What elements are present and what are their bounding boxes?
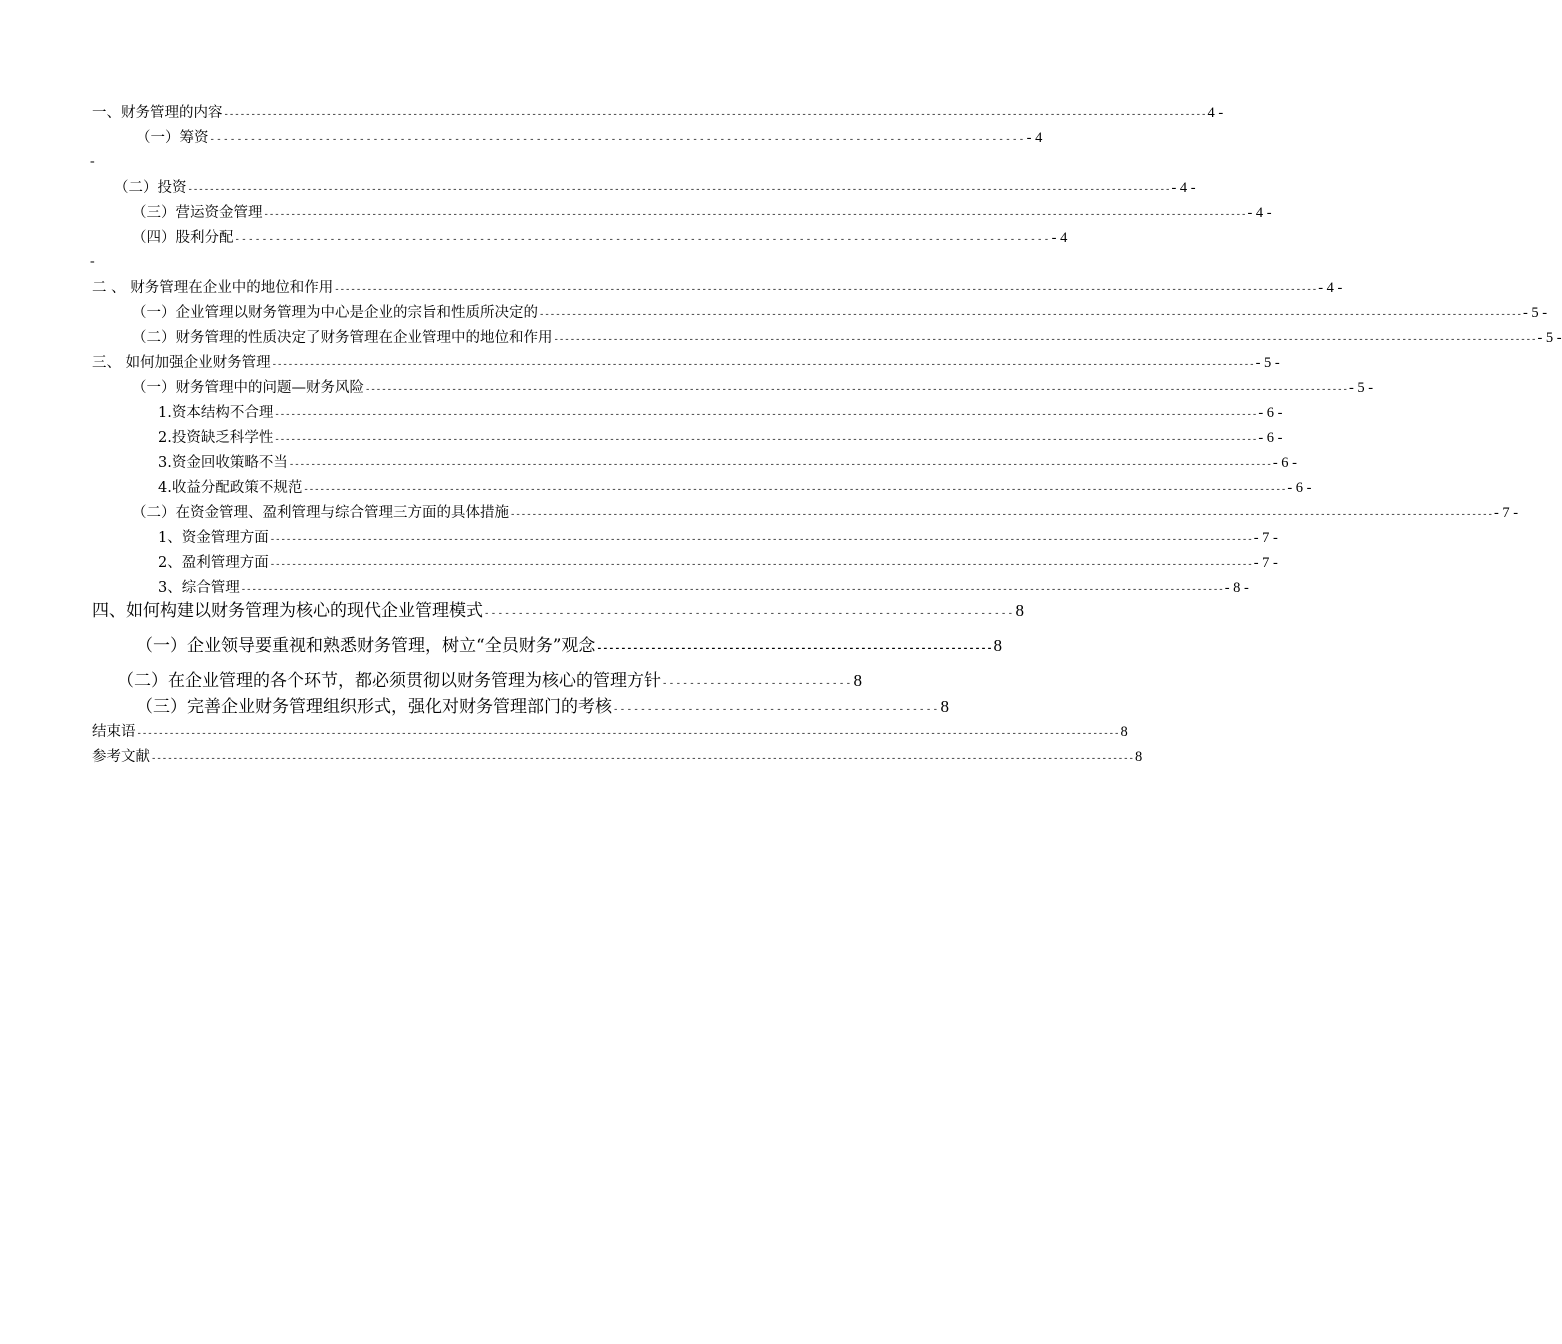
toc-entry[interactable] — [158, 554, 1278, 574]
toc-entry-title: 2、盈利管理方面 — [158, 555, 269, 571]
toc-entry[interactable] — [92, 354, 1280, 374]
toc-leader-dots: -------------------------------------------------------------------------------------------------------------------------------------------------------------------------------------- — [223, 110, 1207, 120]
toc-entry-page: - 7 - — [1493, 505, 1519, 521]
toc-entry[interactable] — [158, 579, 1249, 599]
toc-leader-dots: ------------------------------------------------ — [613, 705, 940, 715]
toc-entry-page: - 6 - — [1258, 430, 1283, 446]
toc-entry-title: （一）筹资 — [136, 130, 209, 146]
toc-entry[interactable] — [92, 600, 1024, 625]
toc-leader-dots: -------------------------------------------------------------------------------------------------------------------------------------------------------------------------------------- — [271, 360, 1255, 370]
toc-entry[interactable] — [158, 479, 1312, 499]
toc-entry-page: - 7 - — [1253, 555, 1278, 571]
toc-entry-title: （三）完善企业财务管理组织形式，强化对财务管理部门的考核 — [136, 697, 612, 717]
toc-leader-dots: -------------------------------------------------------------------------------------------------------------------------------------------------------------------------------------- — [274, 435, 1258, 445]
toc-entry-page: 8 — [853, 671, 862, 690]
toc-entry-page: 8 — [940, 697, 949, 716]
toc-entry-title: 二 、 财务管理在企业中的地位和作用 — [92, 280, 334, 296]
toc-entry-title: （四）股利分配 — [132, 230, 234, 246]
toc-leader-dots: ------------------------------------------------------------------ — [596, 644, 993, 655]
toc-entry-page: - 5 - — [1537, 330, 1562, 346]
toc-leader-dots: -------------------------------------------------------------------------------------------------------------------------------------------------------------------------------------- — [365, 385, 1348, 395]
toc-leader-dots: ------------------------------------------------------------------------------------------------------------------------ — [234, 235, 1051, 245]
toc-entry-title: （二）在资金管理、盈利管理与综合管理三方面的具体措施 — [132, 505, 509, 521]
toc-leader-dots: -------------------------------------------------------------------------------------------------------------------------------------------------------------------------------------- — [539, 310, 1522, 320]
toc-leader-dots: -------------------------------------------------------------------------------------------------------------------------------------------------------------------------------------- — [187, 185, 1171, 195]
toc-leader-dots: -------------------------------------------------------------------------------------------------------------------------------------------------------------------------------------- — [303, 485, 1287, 495]
toc-leader-dots: ---------------------------- — [662, 679, 853, 689]
toc-leader-dots: -------------------------------------------------------------------------------------------------------------------------------------------------------------------------------------- — [240, 585, 1224, 595]
toc-entry-title: （三）营运资金管理 — [132, 205, 263, 221]
toc-entry-title: 参考文献 — [92, 749, 150, 765]
toc-entry-title: 4.收益分配政策不规范 — [158, 480, 303, 496]
toc-entry-page: - 6 - — [1287, 480, 1312, 496]
toc-entry-page: - 4 — [1026, 130, 1043, 146]
toc-entry[interactable] — [158, 529, 1278, 549]
toc-entry[interactable] — [158, 429, 1283, 449]
toc-entry[interactable] — [132, 379, 1374, 399]
toc-entry[interactable] — [92, 723, 1128, 743]
toc-entry[interactable] — [132, 304, 1548, 324]
toc-entry[interactable] — [136, 696, 949, 721]
toc-entry[interactable] — [132, 504, 1519, 524]
toc-entry-page: - 5 - — [1348, 380, 1374, 396]
toc-leader-dots: -------------------------------------------------------------------------------------------------------------------------------------------------------------------------------------- — [151, 754, 1134, 764]
toc-entry-page: - 5 - — [1522, 305, 1548, 321]
toc-leader-dots: -------------------------------------------------------------------------------------------------------------------------------------------------------------------------------------- — [288, 460, 1272, 470]
toc-entry-title: （二）在企业管理的各个环节，都必须贯彻以财务管理为核心的管理方针 — [117, 671, 661, 691]
toc-entry-title: 结束语 — [92, 724, 136, 740]
toc-entry-page: 8 — [993, 636, 1002, 655]
toc-entry-title: （二）财务管理的性质决定了财务管理在企业管理中的地位和作用 — [132, 330, 553, 346]
toc-entry[interactable] — [136, 635, 1002, 661]
toc-entry-page: - 4 - — [1318, 280, 1343, 296]
toc-entry-page: - 6 - — [1272, 455, 1297, 471]
toc-entry-page: - 7 - — [1253, 530, 1278, 546]
toc-leader-dots: -------------------------------------------------------------------------------------------------------------------------------------------------------------------------------------- — [553, 335, 1537, 345]
toc-entry-title: （一）企业领导要重视和熟悉财务管理，树立“全员财务”观念 — [136, 636, 596, 656]
toc-entry-page: - 4 - — [1171, 180, 1196, 196]
toc-entry-page: 8 — [1015, 601, 1024, 620]
toc-entry-title: 三、 如何加强企业财务管理 — [92, 355, 271, 371]
toc-entry-page: - 4 — [1051, 230, 1068, 246]
toc-entry-title: 1、资金管理方面 — [158, 530, 269, 546]
toc-entry-title: （一）财务管理中的问题—财务风险 — [132, 380, 364, 396]
toc-entry-title: 1.资本结构不合理 — [158, 405, 274, 421]
toc-leader-dots: -------------------------------------------------------------------------------------------------------------------------------------------------------------------------------------- — [263, 210, 1247, 220]
toc-wrap-dash: - — [90, 154, 95, 169]
toc-entry-title: 3.资金回收策略不当 — [158, 455, 288, 471]
toc-entry-title: 3、综合管理 — [158, 580, 240, 596]
toc-leader-dots: ------------------------------------------------------------------------------ — [484, 609, 1015, 619]
toc-entry-page: 8 — [1120, 724, 1128, 740]
toc-entry-title: 四、如何构建以财务管理为核心的现代企业管理模式 — [92, 601, 483, 621]
toc-entry-title: 一、财务管理的内容 — [92, 105, 223, 121]
toc-entry[interactable] — [114, 179, 1196, 199]
toc-wrap-dash: - — [90, 254, 95, 269]
toc-leader-dots: -------------------------------------------------------------------------------------------------------------------------------------------------------------------------------------- — [136, 729, 1120, 739]
toc-entry[interactable] — [117, 670, 862, 695]
toc-entry[interactable] — [132, 329, 1562, 349]
toc-entry-page: 4 - — [1207, 105, 1224, 121]
toc-entry-title: （二）投资 — [114, 180, 187, 196]
toc-entry[interactable] — [136, 129, 1043, 149]
toc-entry-page: - 8 - — [1224, 580, 1249, 596]
toc-leader-dots: -------------------------------------------------------------------------------------------------------------------------------------------------------------------------------------- — [510, 510, 1493, 520]
toc-entry-page: - 4 - — [1247, 205, 1272, 221]
toc-leader-dots: -------------------------------------------------------------------------------------------------------------------------------------------------------------------------------------- — [269, 560, 1253, 570]
toc-entry[interactable] — [158, 404, 1283, 424]
toc-entry[interactable] — [158, 454, 1297, 474]
toc-entry-page: - 5 - — [1255, 355, 1280, 371]
toc-leader-dots: -------------------------------------------------------------------------------------------------------------------------------------------------------------------------------------- — [269, 535, 1253, 545]
toc-entry-page: - 6 - — [1258, 405, 1283, 421]
toc-entry[interactable] — [132, 204, 1272, 224]
toc-leader-dots: ------------------------------------------------------------------------------------------------------------------------ — [209, 135, 1026, 145]
toc-entry[interactable] — [92, 104, 1224, 124]
toc-leader-dots: -------------------------------------------------------------------------------------------------------------------------------------------------------------------------------------- — [274, 410, 1258, 420]
toc-entry-page: 8 — [1134, 749, 1143, 765]
toc-leader-dots: -------------------------------------------------------------------------------------------------------------------------------------------------------------------------------------- — [334, 285, 1318, 295]
toc-entry[interactable] — [132, 229, 1068, 249]
toc-entry[interactable] — [92, 748, 1143, 768]
toc-entry-title: （一）企业管理以财务管理为中心是企业的宗旨和性质所决定的 — [132, 305, 538, 321]
toc-entry[interactable] — [92, 279, 1343, 299]
toc-entry-title: 2.投资缺乏科学性 — [158, 430, 274, 446]
